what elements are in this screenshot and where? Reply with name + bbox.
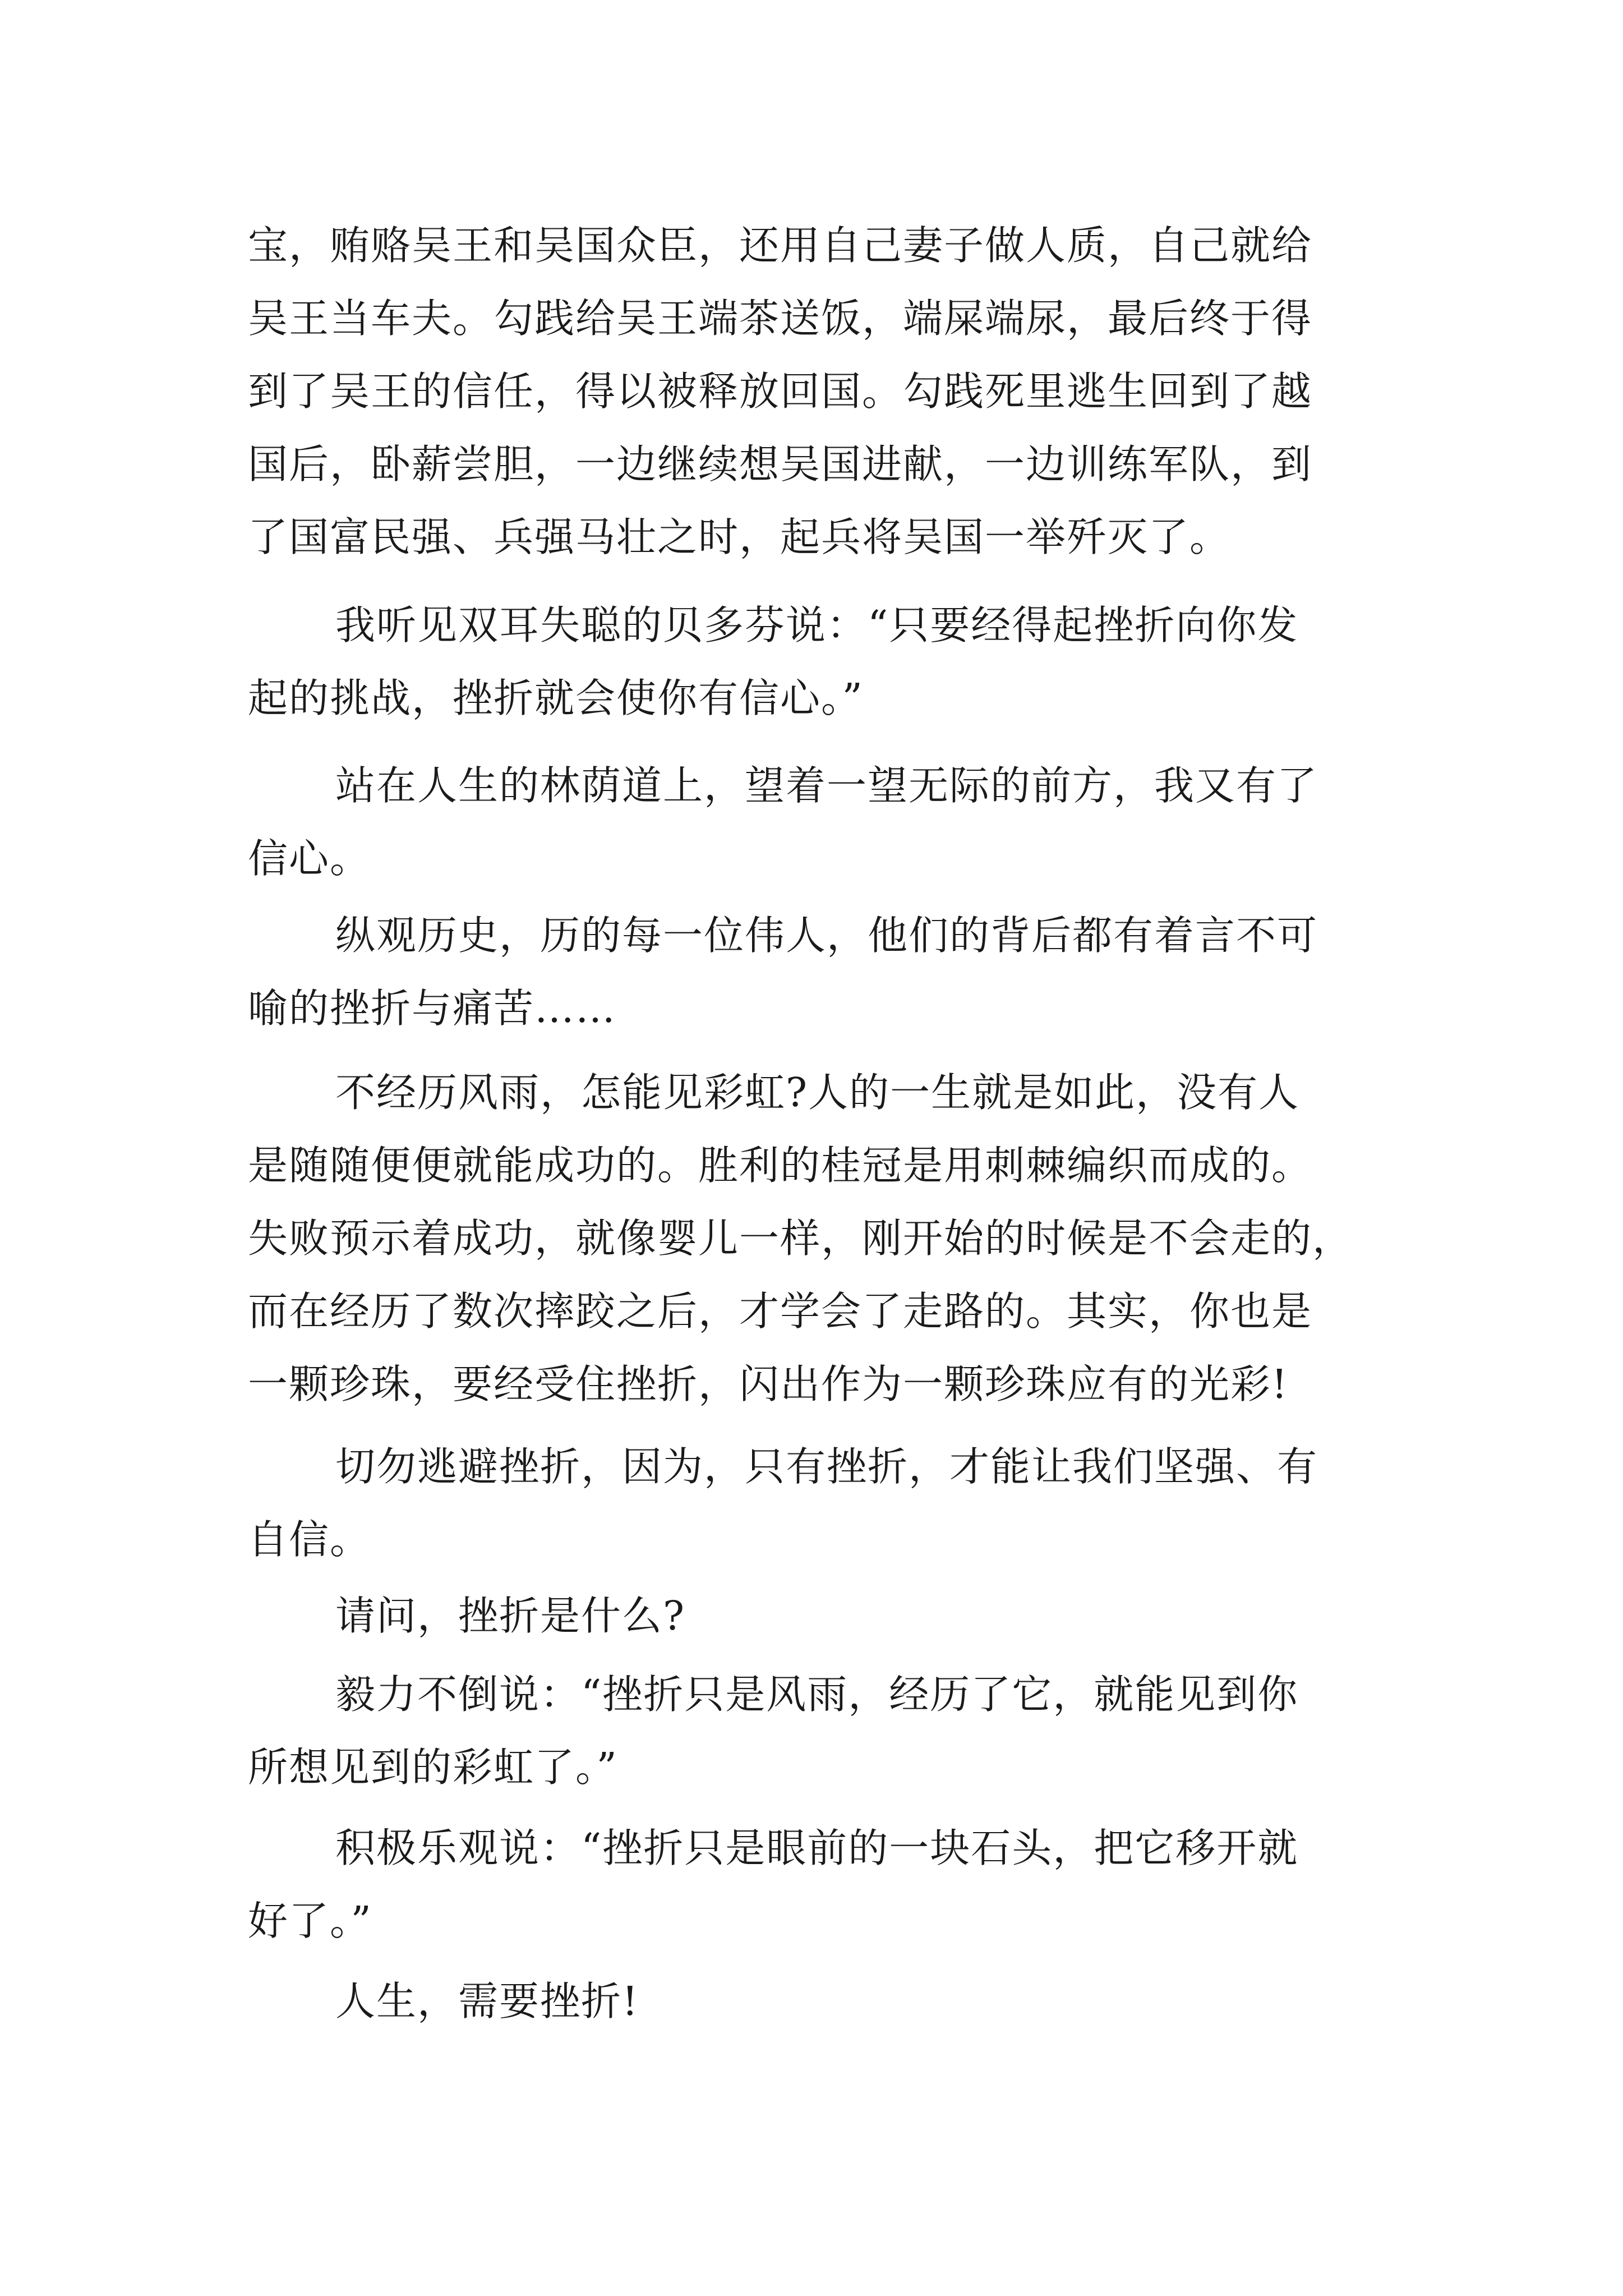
text-line: 了国富民强、兵强马壮之时，起兵将吴国一举歼灭了。 (248, 514, 1231, 560)
text-line: 失败预示着成功，就像婴儿一样，刚开始的时候是不会走的， (248, 1215, 1354, 1262)
text-line: 好了。” (248, 1898, 372, 1944)
text-line: 积极乐观说：“挫折只是眼前的一块石头，把它移开就 (335, 1825, 1299, 1871)
text-line: 而在经历了数次摔跤之后，才学会了走路的。其实，你也是 (248, 1288, 1313, 1335)
text-line: 请问，挫折是什么? (335, 1593, 686, 1639)
text-line: 纵观历史，历的每一位伟人，他们的背后都有着言不可 (335, 912, 1318, 959)
text-line: 我听见双耳失聪的贝多芬说：“只要经得起挫折向你发 (335, 602, 1299, 648)
text-line: 起的挑战，挫折就会使你有信心。” (248, 675, 864, 721)
text-line: 信心。 (248, 835, 371, 882)
text-line: 是随随便便就能成功的。胜利的桂冠是用刺棘编织而成的。 (248, 1142, 1313, 1189)
text-line: 所想见到的彩虹了。” (248, 1744, 618, 1791)
text-line: 不经历风雨，怎能见彩虹?人的一生就是如此，没有人 (335, 1069, 1300, 1116)
text-line: 人生，需要挫折! (335, 1978, 639, 2024)
text-line: 到了吴王的信任，得以被释放回国。勾践死里逃生回到了越 (248, 368, 1313, 415)
text-line: 宝，贿赂吴王和吴国众臣，还用自己妻子做人质，自己就给 (248, 222, 1313, 269)
text-line: 吴王当车夫。勾践给吴王端茶送饭，端屎端尿，最后终于得 (248, 295, 1313, 342)
text-line: 毅力不倒说：“挫折只是风雨，经历了它，就能见到你 (335, 1671, 1299, 1718)
text-line: 喻的挫折与痛苦…… (248, 985, 617, 1032)
text-line: 切勿逃避挫折，因为，只有挫折，才能让我们坚强、有 (335, 1443, 1318, 1490)
text-line: 国后，卧薪尝胆，一边继续想吴国进献，一边训练军队，到 (248, 441, 1313, 487)
text-line: 一颗珍珠，要经受住挫折，闪出作为一颗珍珠应有的光彩! (248, 1361, 1289, 1407)
text-line: 站在人生的林荫道上，望着一望无际的前方，我又有了 (335, 762, 1318, 809)
text-line: 自信。 (248, 1516, 371, 1563)
